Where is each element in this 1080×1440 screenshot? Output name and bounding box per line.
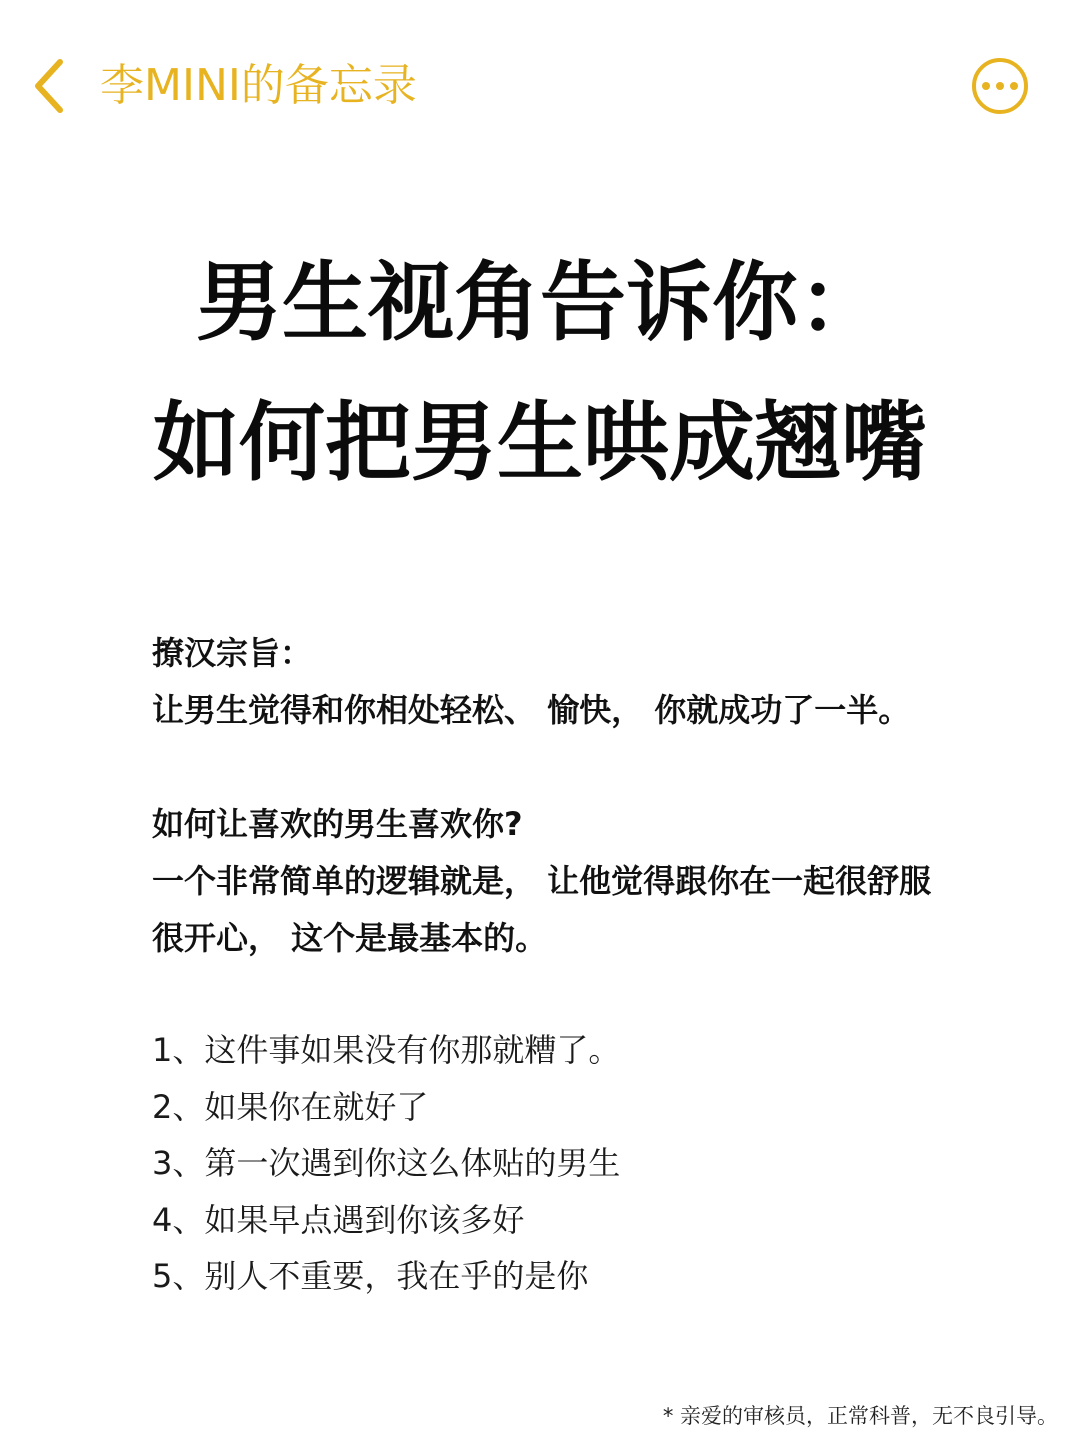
section2-line-2: 很开心， 这个是最基本的。 [152, 919, 548, 957]
list-item: 4、如果早点遇到你该多好 [152, 1200, 525, 1239]
section2-heading: 如何让喜欢的男生喜欢你? [152, 805, 523, 843]
more-options-icon-dot [996, 82, 1004, 90]
headline-line-1: 男生视角告诉你： [196, 253, 884, 353]
list-item: 1、这件事如果没有你那就糟了。 [152, 1031, 621, 1069]
headline-line-2: 如何把男生哄成翘嘴 [153, 393, 927, 493]
more-options-icon-dot [1010, 82, 1018, 90]
back-button[interactable] [18, 56, 78, 116]
notebook-title: 李MINI的备忘录 [100, 60, 417, 111]
list-item: 5、别人不重要，我在乎的是你 [152, 1257, 589, 1295]
chevron-left-icon [30, 58, 66, 114]
section1-text: 让男生觉得和你相处轻松、 愉快， 你就成功了一半。 [152, 691, 911, 729]
footer-disclaimer: * 亲爱的审核员，正常科普，无不良引导。 [662, 1404, 1058, 1428]
section2-line-1: 一个非常简单的逻辑就是， 让他觉得跟你在一起很舒服 [152, 862, 932, 900]
list-item: 3、第一次遇到你这么体贴的男生 [152, 1144, 621, 1182]
more-options-icon [982, 82, 990, 90]
list-item: 2、如果你在就好了 [152, 1087, 429, 1126]
more-options-button[interactable] [972, 58, 1028, 114]
phrase-list [152, 1022, 620, 1305]
section1-heading: 撩汉宗旨： [152, 634, 313, 672]
